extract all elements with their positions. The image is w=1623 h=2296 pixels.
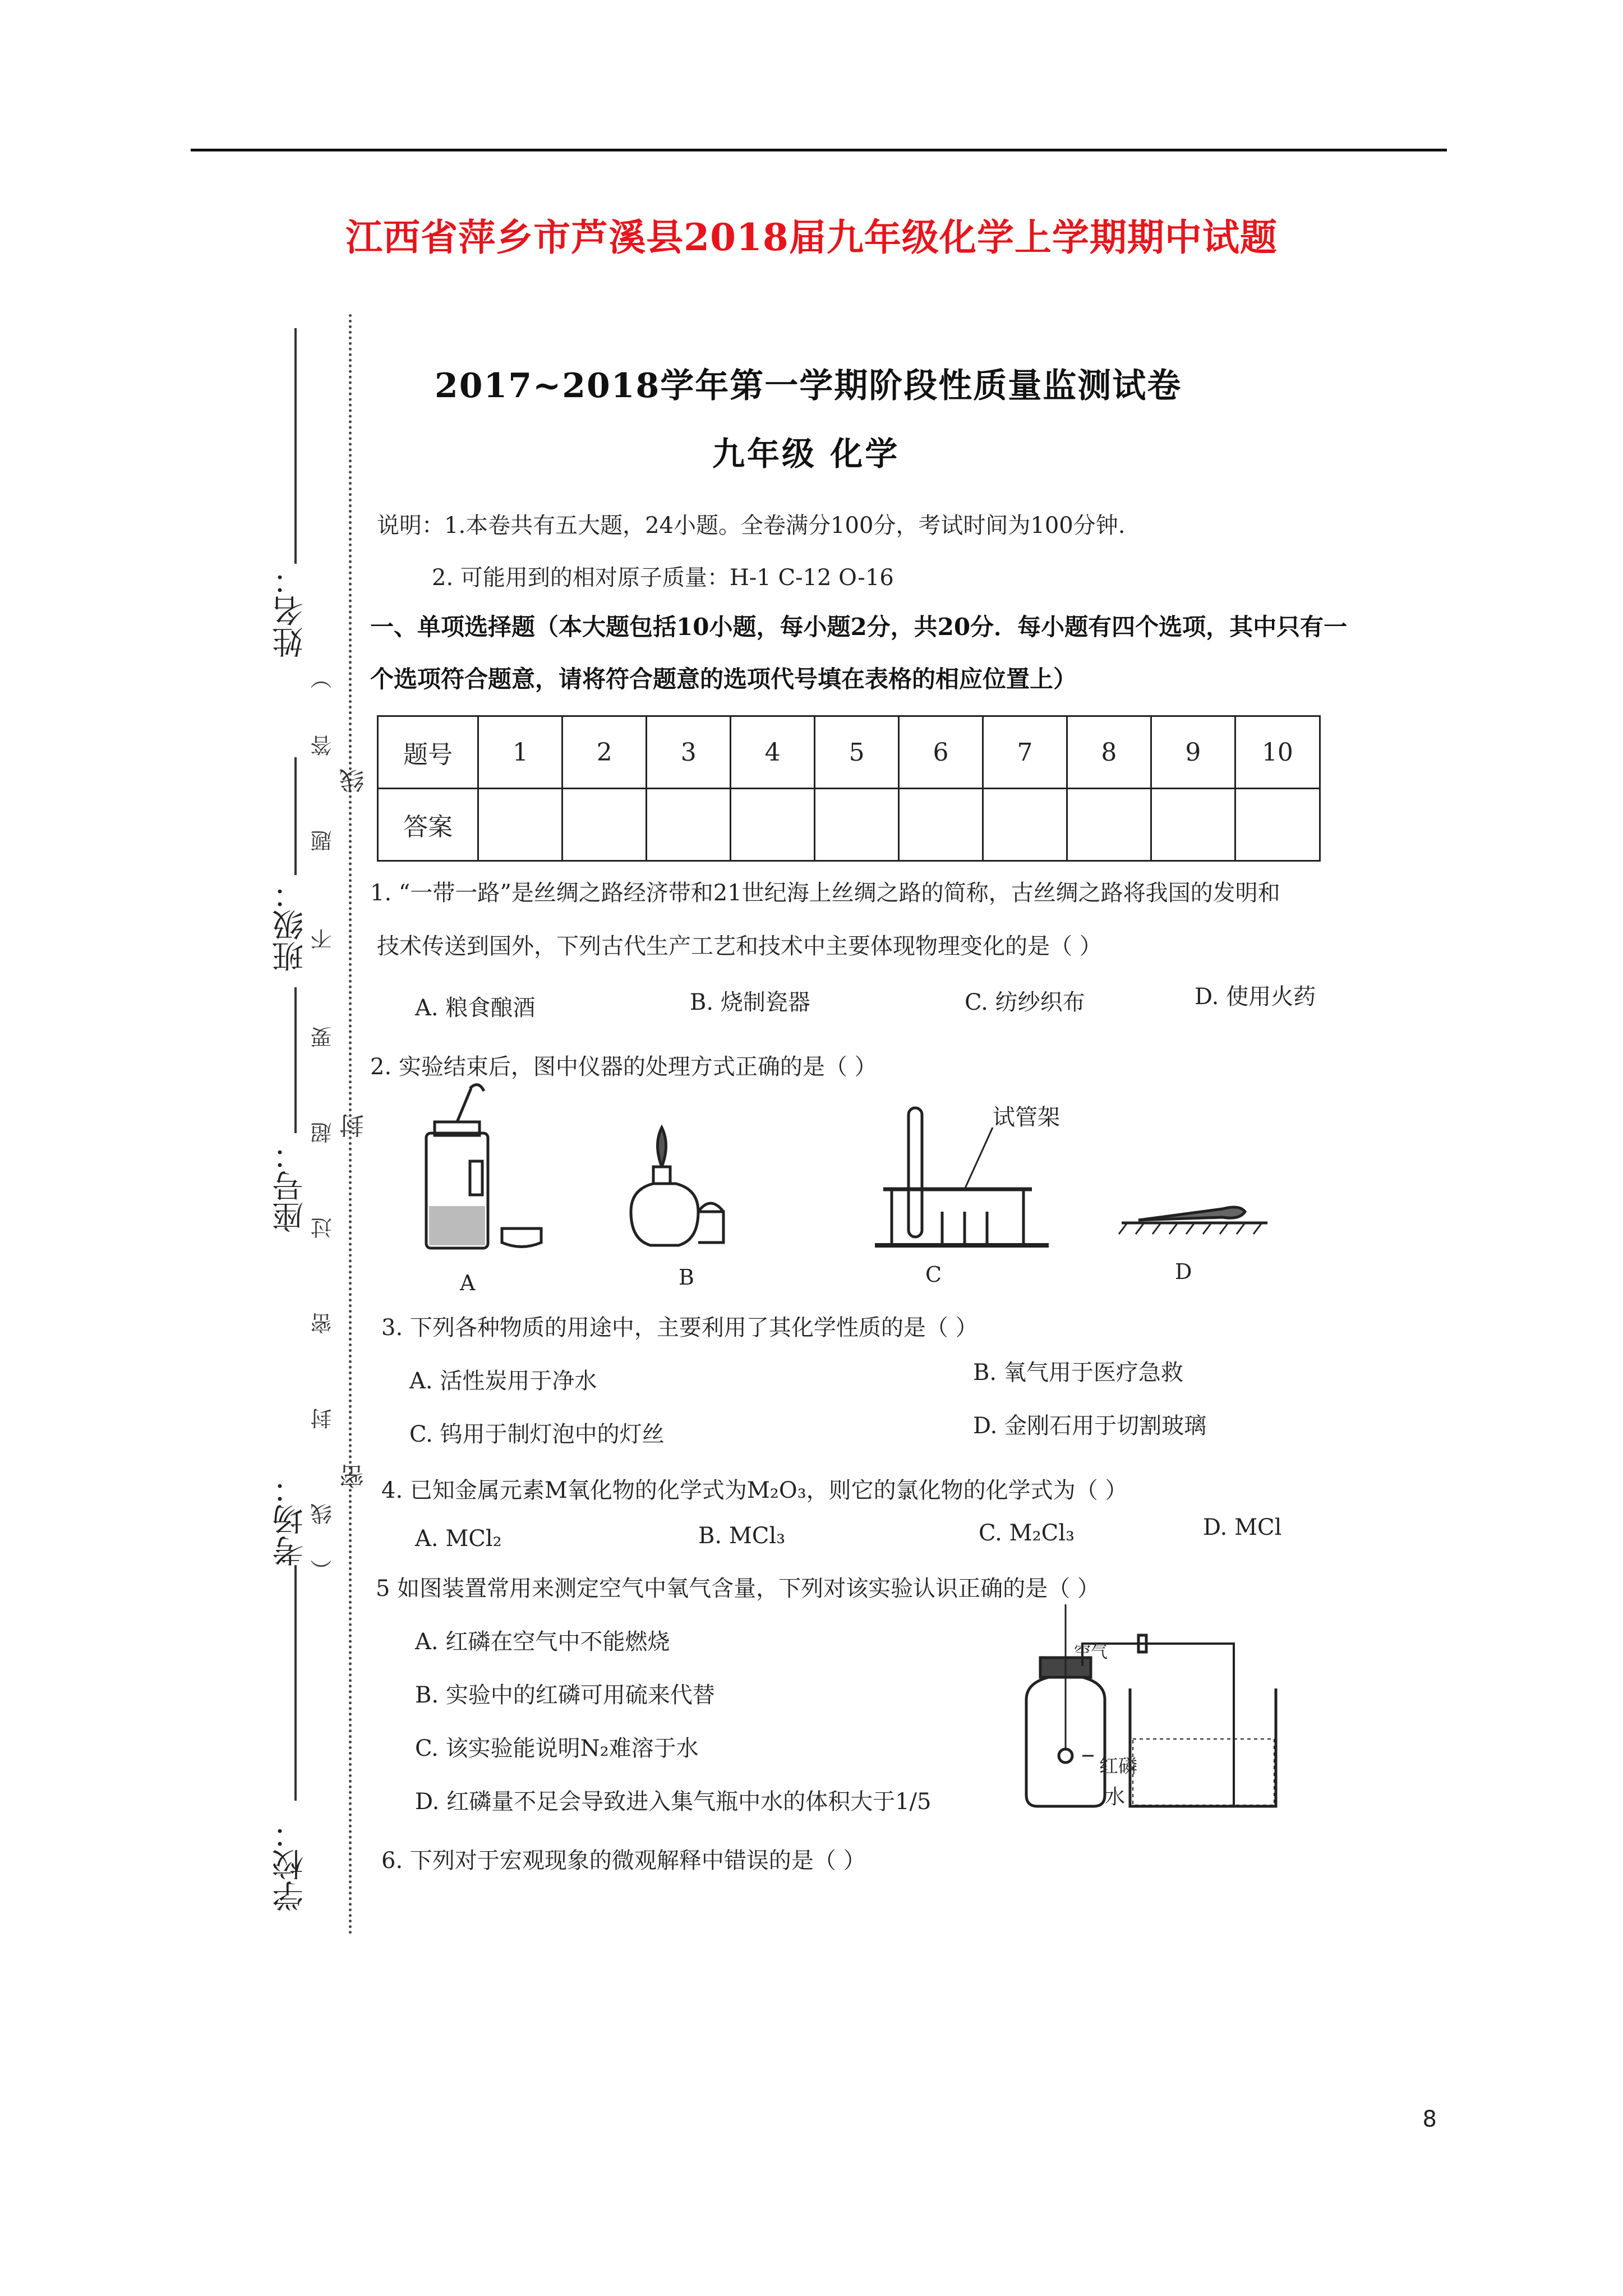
table-cell: 1 (478, 716, 562, 789)
name-underline (294, 328, 297, 564)
line-char: 线 (340, 769, 368, 793)
question-5: 5 如图装置常用来测定空气中氧气含量，下列对该实验认识正确的是（ ） (376, 1576, 1100, 1602)
seal-char: 不 (311, 928, 335, 950)
figure-label-d: D (1175, 1259, 1192, 1284)
answer-cell[interactable] (647, 789, 731, 861)
q4-option-a: A. MCl₂ (415, 1526, 502, 1552)
table-header-cell: 答案 (378, 789, 478, 861)
answer-table (377, 715, 1321, 862)
class-label: 班级： (272, 878, 308, 972)
table-cell: 3 (647, 716, 731, 789)
question-4: 4. 已知金属元素M氧化物的化学式为M₂O₃，则它的氯化物的化学式为（ ） (381, 1478, 1128, 1503)
line-char: 封 (340, 1114, 368, 1138)
q5-option-d: D. 红磷量不足会导致进入集气瓶中水的体积大于1/5 (415, 1789, 932, 1815)
q1-option-b: B. 烧制瓷器 (690, 990, 810, 1015)
table-row (378, 716, 1320, 789)
q4-option-c: C. M₂Cl₃ (979, 1520, 1075, 1546)
table-header-cell: 题号 (378, 716, 478, 789)
seal-char: 答 (311, 735, 335, 756)
section-1-heading-cont: 个选项符合题意，请将符合题意的选项代号填在表格的相应位置上） (370, 665, 1077, 693)
school-label: 学校： (272, 1818, 308, 1912)
rack-label: 试管架 (993, 1105, 1060, 1130)
q1-option-d: D. 使用火药 (1195, 984, 1316, 1010)
answer-cell[interactable] (1235, 789, 1320, 861)
q5-apparatus-figure (1009, 1604, 1324, 1829)
seat-label: 座号： (272, 1139, 308, 1233)
section-1-heading: 一、单项选择题（本大题包括10小题，每小题2分，共20分．每小题有四个选项，其中只有一 (370, 613, 1348, 641)
q3-option-a: A. 活性炭用于净水 (409, 1368, 597, 1394)
table-cell: 9 (1151, 716, 1235, 789)
question-2: 2. 实验结束后，图中仪器的处理方式正确的是（ ） (370, 1054, 877, 1080)
q3-option-b: B. 氧气用于医疗急救 (973, 1360, 1183, 1386)
answer-cell[interactable] (1067, 789, 1151, 861)
question-1-cont: 技术传送到国外，下列古代生产工艺和技术中主要体现物理变化的是（ ） (377, 933, 1102, 959)
question-6: 6. 下列对于宏观现象的微观解释中错误的是（ ） (381, 1848, 866, 1874)
table-cell: 10 (1235, 716, 1320, 789)
air-label: 空气 (1074, 1642, 1108, 1662)
table-cell: 4 (731, 716, 815, 789)
page-number: 8 (1422, 2106, 1437, 2132)
exam-subtitle: 九年级 化学 (712, 435, 900, 473)
q5-option-a: A. 红磷在空气中不能燃烧 (415, 1629, 670, 1655)
water-label: 水 (1105, 1786, 1126, 1809)
table-cell: 8 (1067, 716, 1151, 789)
top-rule (191, 149, 1447, 151)
q3-option-d: D. 金刚石用于切割玻璃 (973, 1413, 1207, 1439)
bottle-figure (426, 1085, 541, 1248)
answer-cell[interactable] (899, 789, 983, 861)
q4-option-b: B. MCl₃ (698, 1523, 786, 1549)
seal-char: 封 (311, 1408, 335, 1429)
red-phosphorus-label: 红磷 (1099, 1755, 1137, 1778)
exam-title: 2017~2018学年第一学期阶段性质量监测试卷 (435, 366, 1182, 406)
seal-char: 密 (311, 1313, 335, 1334)
name-label: 姓名： (272, 564, 308, 658)
answer-cell[interactable] (562, 789, 647, 861)
seat-underline (294, 987, 297, 1133)
q3-option-c: C. 钨用于制灯泡中的灯丝 (409, 1421, 665, 1447)
line-char: 密 (340, 1464, 368, 1489)
question-3: 3. 下列各种物质的用途中，主要利用了其化学性质的是（ ） (381, 1315, 978, 1341)
answer-cell[interactable] (731, 789, 815, 861)
q5-option-c: C. 该实验能说明N₂难溶于水 (415, 1736, 699, 1761)
q2-figure (404, 1077, 1279, 1301)
answer-cell[interactable] (1151, 789, 1235, 861)
alcohol-lamp-figure (631, 1128, 723, 1245)
figure-label-c: C (925, 1262, 942, 1287)
q5-option-b: B. 实验中的红磷可用硫来代替 (415, 1682, 715, 1708)
room-underline (294, 1565, 297, 1733)
exam-note-2: 2. 可能用到的相对原子质量：H-1 C-12 O-16 (432, 565, 894, 591)
figure-label-a: A (460, 1271, 476, 1295)
q1-option-c: C. 纺纱织布 (965, 990, 1085, 1015)
room-label: 考场： (272, 1473, 308, 1567)
school-underline (294, 1733, 297, 1801)
table-row (378, 789, 1320, 861)
exam-note-1: 说明：1.本卷共有五大题，24小题。全卷满分100分，考试时间为100分钟. (377, 513, 1126, 539)
table-cell: 5 (815, 716, 899, 789)
table-cell: 2 (562, 716, 647, 789)
q1-option-a: A. 粮食酿酒 (415, 995, 536, 1021)
class-underline (294, 757, 297, 875)
dropper-figure (1119, 1207, 1267, 1234)
table-cell: 7 (983, 716, 1067, 789)
answer-cell[interactable] (478, 789, 562, 861)
paren-close: ） (311, 668, 335, 689)
paren-open: （ (311, 1559, 335, 1581)
answer-cell[interactable] (815, 789, 899, 861)
seal-char: 要 (311, 1027, 335, 1048)
seal-char: 线 (311, 1503, 335, 1525)
seal-char: 过 (311, 1217, 335, 1239)
seal-char: 超 (311, 1122, 335, 1143)
question-1: 1. “一带一路”是丝绸之路经济带和21世纪海上丝绸之路的简称，古丝绸之路将我国的发明和 (370, 880, 1280, 906)
seal-char: 题 (311, 830, 335, 852)
answer-cell[interactable] (983, 789, 1067, 861)
document-title: 江西省萍乡市芦溪县2018届九年级化学上学期期中试题 (345, 215, 1278, 259)
figure-label-b: B (679, 1265, 694, 1290)
table-cell: 6 (899, 716, 983, 789)
q4-option-d: D. MCl (1203, 1515, 1282, 1540)
